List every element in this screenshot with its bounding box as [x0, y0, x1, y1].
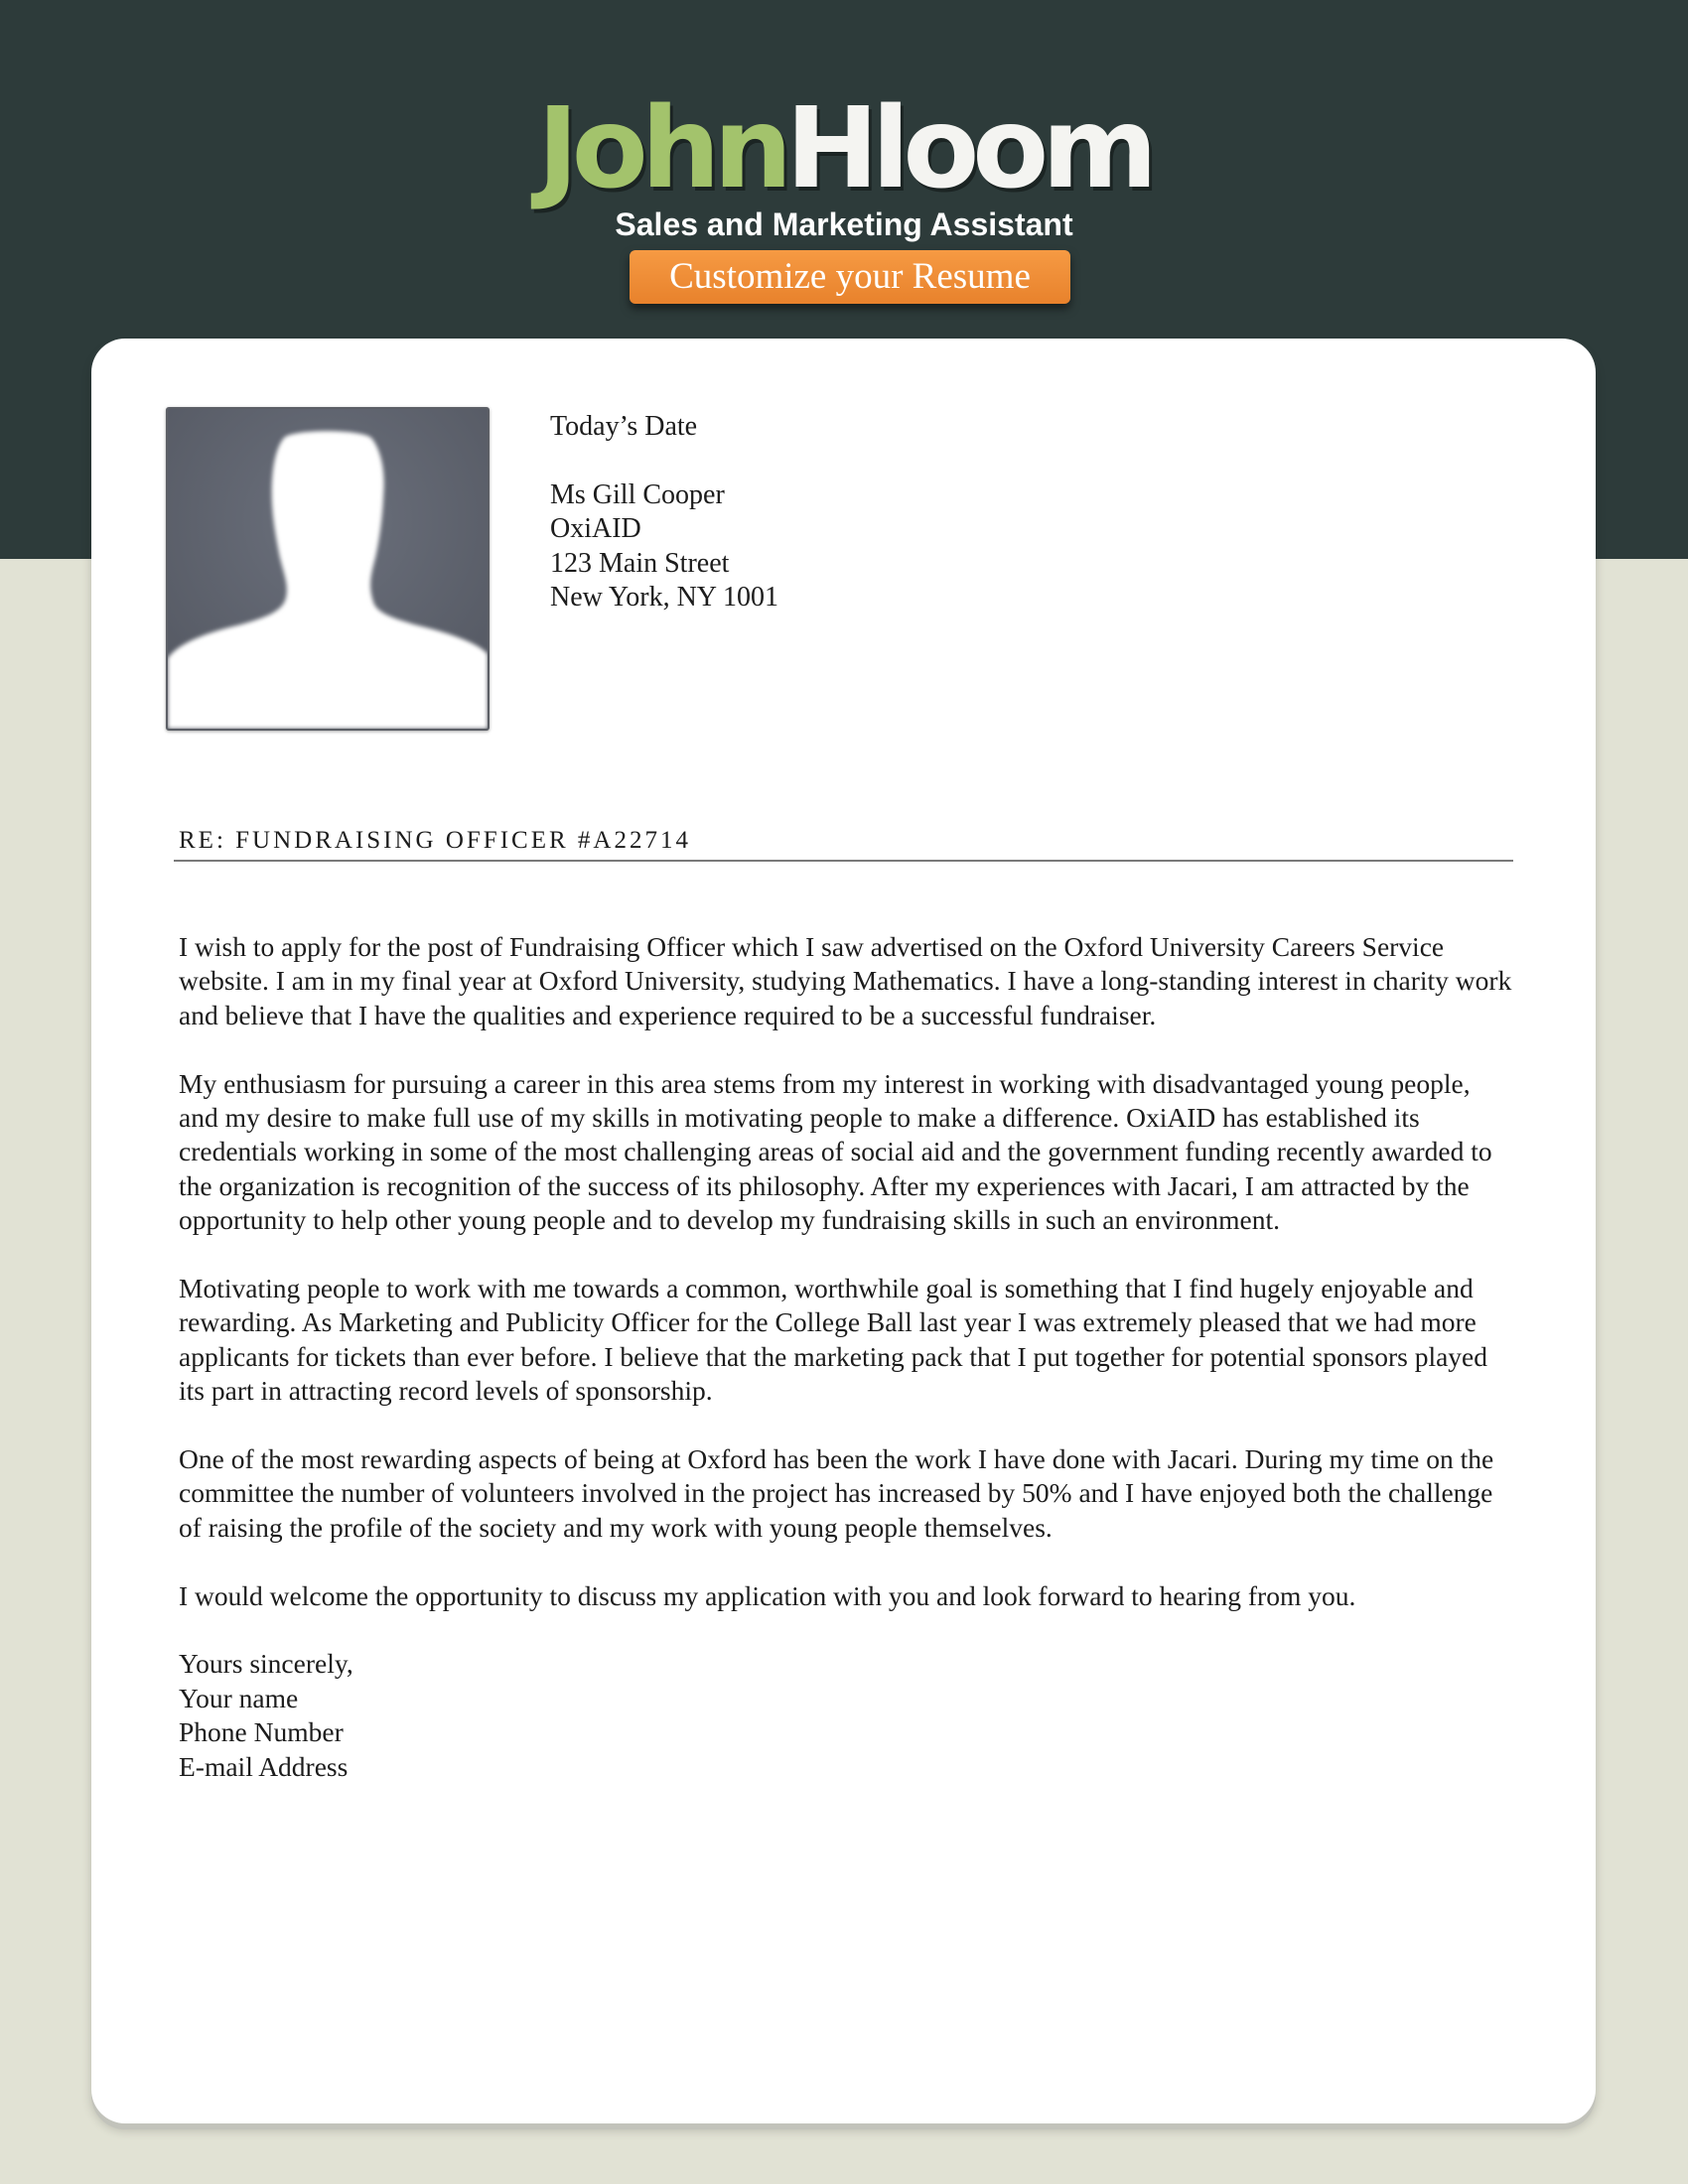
body-paragraph: Motivating people to work with me towards a common, worthwhile goal is something that I find hugely enjoyable and rewarding. As Marketing and Publicity Officer for the College Ball last year I was extremely pleased that we had more applicants for tickets than ever before. I believe that the marketing pack that I put together for potential sponsors played its part in attracting record levels of sponsorship. [179, 1273, 1488, 1407]
body-paragraph: My enthusiasm for pursuing a career in this area stems from my interest in working with disadvantaged young people, and my desire to make full use of my skills in motivating people to make a difference. OxiAID has established its credentials working in some of the most challenging areas of social aid and the government funding recently awarded to the organization is recognition of the success of its philosophy. After my experiences with Jacari, I am attracted by the opportunity to help other young people and to develop my fundraising skills in such an environment. [179, 1067, 1492, 1236]
subject-line: RE: FUNDRAISING OFFICER #A22714 [179, 827, 691, 854]
recipient-block [550, 410, 778, 615]
sender-phone: Phone Number [179, 1716, 344, 1748]
body-paragraph: I wish to apply for the post of Fundraising Officer which I saw advertised on the Oxford University Careers Service website. I am in my final year at Oxford University, studying Mathematics. I have a long-standing interest in charity work and believe that I have the qualities and experience required to be a successful fundraiser. [179, 931, 1512, 1030]
letter-body [179, 930, 1514, 1784]
sender-email: E-mail Address [179, 1750, 349, 1782]
logo [0, 84, 1688, 213]
recipient-company: OxiAID [550, 513, 641, 544]
profile-photo [166, 407, 490, 731]
person-silhouette-icon [168, 409, 488, 729]
sign-off [179, 1647, 1514, 1784]
customize-resume-button[interactable]: Customize your Resume [630, 250, 1070, 304]
recipient-name: Ms Gill Cooper [550, 478, 725, 510]
closing: Yours sincerely, [179, 1648, 353, 1680]
recipient-city: New York, NY 1001 [550, 582, 778, 613]
body-paragraph: One of the most rewarding aspects of being at Oxford has been the work I have done with Jacari. During my time on the committee the number of volunteers involved in the project has increased by 50% and I have enjoyed both the challenge of raising the profile of the society and my work with young people themselves. [179, 1443, 1494, 1543]
sender-name: Your name [179, 1682, 299, 1713]
logo-last-name: Hloom [785, 84, 1151, 213]
recipient-street: 123 Main Street [550, 547, 730, 579]
letter-date: Today’s Date [550, 411, 698, 442]
job-title: Sales and Marketing Assistant [615, 206, 1073, 242]
subject-divider [174, 860, 1513, 862]
logo-first-name: John [537, 84, 786, 213]
body-paragraph: I would welcome the opportunity to discuss my application with you and look forward to hearing from you. [179, 1579, 1356, 1611]
